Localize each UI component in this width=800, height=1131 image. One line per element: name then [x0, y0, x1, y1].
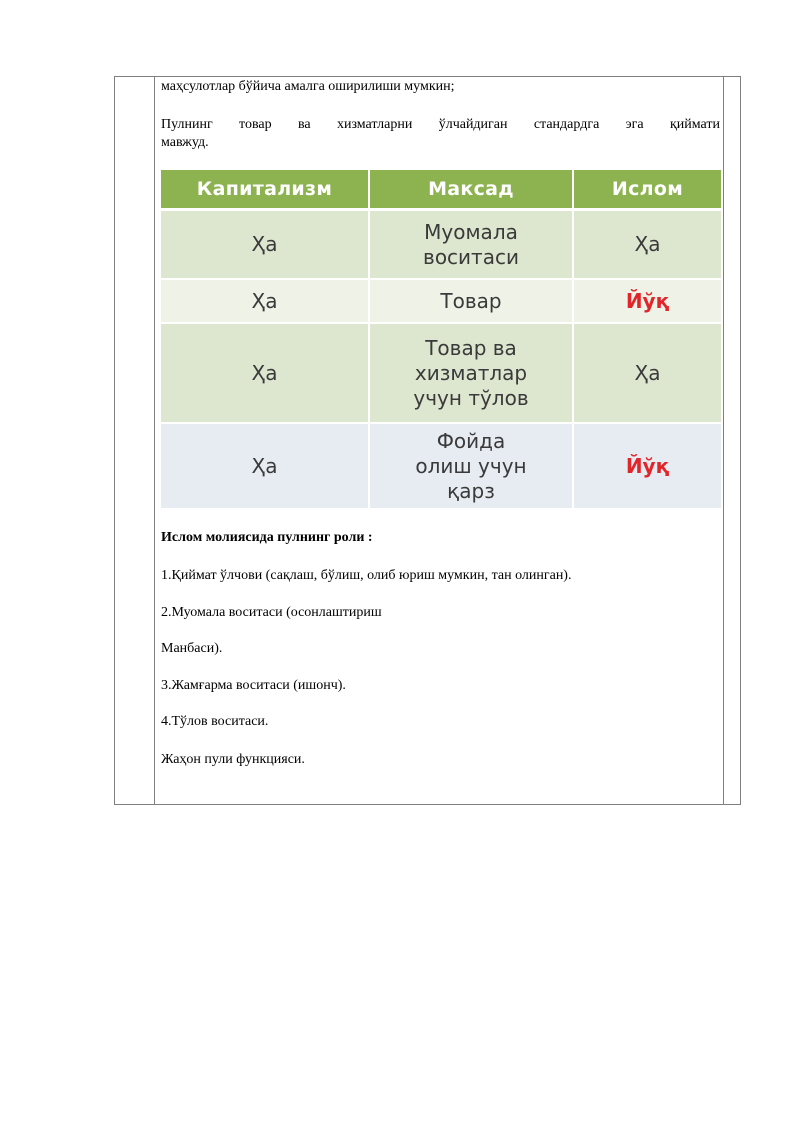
word: стандардга [533, 117, 600, 132]
list-item: 1.Қиймат ўлчови (сақлаш, бўлиш, олиб юриш мумкин, тан олинган). [161, 568, 572, 583]
list-item: Жаҳон пули функцияси. [161, 752, 305, 767]
left-column-border [154, 77, 155, 804]
money-standard-paragraph [161, 116, 720, 152]
purpose-line: қарз [447, 478, 495, 503]
islam-cell: Ҳа [573, 323, 721, 423]
table-row [161, 210, 721, 280]
list-item: 2.Муомала воситаси (осонлаштириш [161, 605, 382, 620]
word: хизматларни [336, 117, 413, 132]
header-capitalism: Капитализм [161, 170, 369, 210]
paragraph-line-1 [161, 116, 720, 134]
table-row [161, 323, 721, 423]
capitalism-cell: Ҳа [161, 323, 369, 423]
list-item: 4.Тўлов воситаси. [161, 714, 269, 729]
purpose-line: Товар [440, 288, 502, 313]
word: товар [239, 117, 272, 132]
word: эга [625, 117, 644, 132]
islam-cell: Ҳа [573, 210, 721, 280]
comparison-table-image [161, 170, 721, 509]
word: Пулнинг [161, 117, 213, 132]
word: ва [297, 117, 311, 132]
capitalism-cell: Ҳа [161, 279, 369, 323]
header-purpose: Максад [369, 170, 573, 210]
purpose-cell [369, 210, 573, 280]
comparison-table [161, 170, 721, 510]
purpose-line: Муомала [424, 219, 518, 244]
capitalism-cell: Ҳа [161, 423, 369, 509]
header-islam: Ислом [573, 170, 721, 210]
purpose-line: Товар ва [425, 335, 517, 360]
purpose-line: учун тўлов [413, 385, 529, 410]
purpose-line: Фойда [436, 428, 506, 453]
list-item: Манбаси). [161, 641, 223, 656]
table-row [161, 423, 721, 509]
purpose-cell [369, 423, 573, 509]
list-item: 3.Жамғарма воситаси (ишонч). [161, 678, 346, 693]
capitalism-cell: Ҳа [161, 210, 369, 280]
purpose-cell [369, 323, 573, 423]
paragraph-line-2: мавжуд. [161, 135, 209, 150]
table-row [161, 279, 721, 323]
intro-line: маҳсулотлар бўйича амалга оширилиши мумкин; [161, 79, 455, 94]
islam-cell: Йўқ [573, 279, 721, 323]
islam-cell: Йўқ [573, 423, 721, 509]
purpose-cell [369, 279, 573, 323]
purpose-line: олиш учун [415, 453, 527, 478]
purpose-line: хизматлар [414, 360, 528, 385]
intro-text [161, 76, 720, 152]
section-title: Ислом молиясида пулнинг роли : [161, 530, 373, 545]
word: қиймати [669, 117, 720, 132]
word: ўлчайдиган [438, 117, 508, 132]
right-column-border [723, 77, 724, 804]
purpose-line: воситаси [423, 244, 519, 269]
